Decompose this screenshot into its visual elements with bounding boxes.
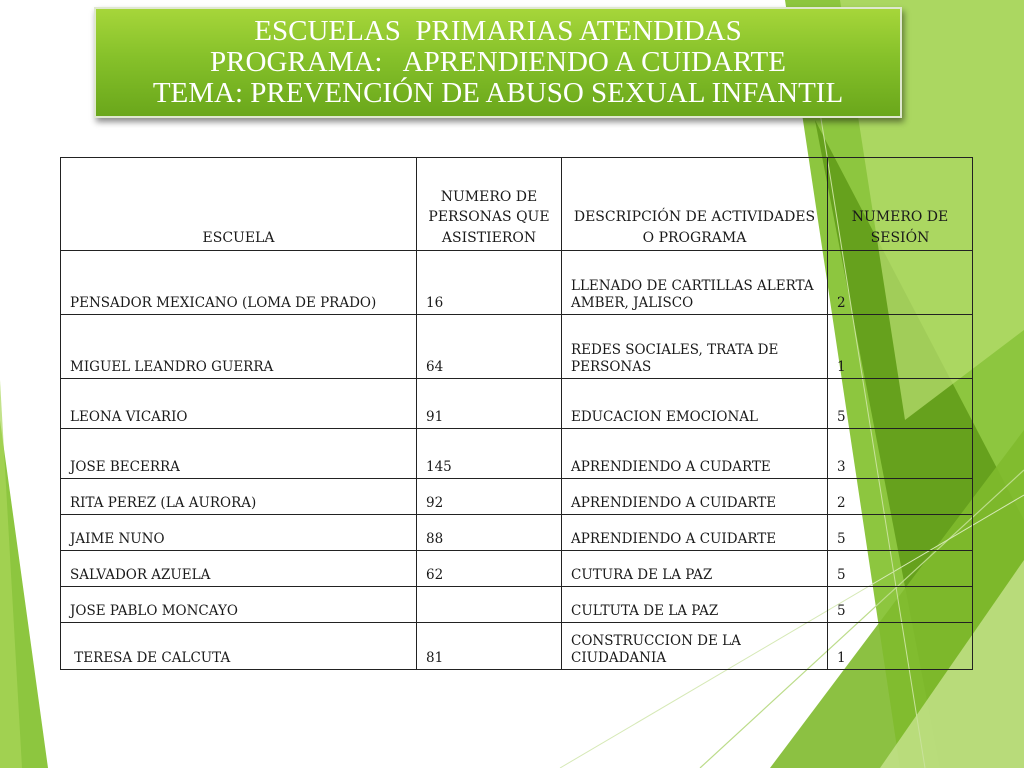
- cell-actividad: CUTURA DE LA PAZ: [562, 551, 828, 587]
- cell-personas: 81: [417, 623, 562, 670]
- cell-personas: 91: [417, 379, 562, 429]
- header-escuela: ESCUELA: [61, 158, 417, 251]
- cell-escuela: LEONA VICARIO: [61, 379, 417, 429]
- cell-personas: 62: [417, 551, 562, 587]
- cell-sesion: 2: [828, 479, 973, 515]
- schools-table: [60, 157, 973, 670]
- cell-actividad: APRENDIENDO A CUDARTE: [562, 429, 828, 479]
- cell-sesion: 5: [828, 551, 973, 587]
- cell-sesion: 1: [828, 315, 973, 379]
- slide-title-box: [94, 7, 902, 118]
- header-personas: NUMERO DE PERSONAS QUE ASISTIERON: [417, 158, 562, 251]
- header-sesion: NUMERO DE SESIÓN: [828, 158, 973, 251]
- cell-actividad: APRENDIENDO A CUIDARTE: [562, 515, 828, 551]
- cell-escuela: MIGUEL LEANDRO GUERRA: [61, 315, 417, 379]
- cell-personas: 145: [417, 429, 562, 479]
- cell-sesion: 5: [828, 515, 973, 551]
- cell-actividad: LLENADO DE CARTILLAS ALERTA AMBER, JALISCO: [562, 251, 828, 315]
- cell-escuela: JAIME NUNO: [61, 515, 417, 551]
- table-row: [61, 587, 973, 623]
- cell-sesion: 2: [828, 251, 973, 315]
- table-row: [61, 429, 973, 479]
- cell-personas: [417, 587, 562, 623]
- cell-actividad: EDUCACION EMOCIONAL: [562, 379, 828, 429]
- cell-escuela: JOSE PABLO MONCAYO: [61, 587, 417, 623]
- cell-personas: 88: [417, 515, 562, 551]
- header-actividades: DESCRIPCIÓN DE ACTIVIDADES O PROGRAMA: [562, 158, 828, 251]
- title-line-2: PROGRAMA: APRENDIENDO A CUIDARTE: [210, 46, 786, 78]
- table-row: [61, 379, 973, 429]
- cell-escuela: TERESA DE CALCUTA: [61, 623, 417, 670]
- table-row: [61, 515, 973, 551]
- title-line-1: ESCUELAS PRIMARIAS ATENDIDAS: [254, 15, 742, 47]
- cell-escuela: PENSADOR MEXICANO (LOMA DE PRADO): [61, 251, 417, 315]
- cell-sesion: 1: [828, 623, 973, 670]
- cell-sesion: 5: [828, 379, 973, 429]
- title-line-3: TEMA: PREVENCIÓN DE ABUSO SEXUAL INFANTIL: [152, 77, 844, 109]
- table-row: [61, 623, 973, 670]
- cell-actividad: CONSTRUCCION DE LA CIUDADANIA: [562, 623, 828, 670]
- cell-personas: 16: [417, 251, 562, 315]
- cell-actividad: APRENDIENDO A CUIDARTE: [562, 479, 828, 515]
- table-row: [61, 251, 973, 315]
- table-header-row: [61, 158, 973, 251]
- table-row: [61, 551, 973, 587]
- cell-personas: 92: [417, 479, 562, 515]
- cell-escuela: JOSE BECERRA: [61, 429, 417, 479]
- cell-escuela: RITA PEREZ (LA AURORA): [61, 479, 417, 515]
- cell-escuela: SALVADOR AZUELA: [61, 551, 417, 587]
- table-row: [61, 479, 973, 515]
- cell-personas: 64: [417, 315, 562, 379]
- cell-sesion: 5: [828, 587, 973, 623]
- table-row: [61, 315, 973, 379]
- cell-actividad: REDES SOCIALES, TRATA DE PERSONAS: [562, 315, 828, 379]
- cell-sesion: 3: [828, 429, 973, 479]
- cell-actividad: CULTUTA DE LA PAZ: [562, 587, 828, 623]
